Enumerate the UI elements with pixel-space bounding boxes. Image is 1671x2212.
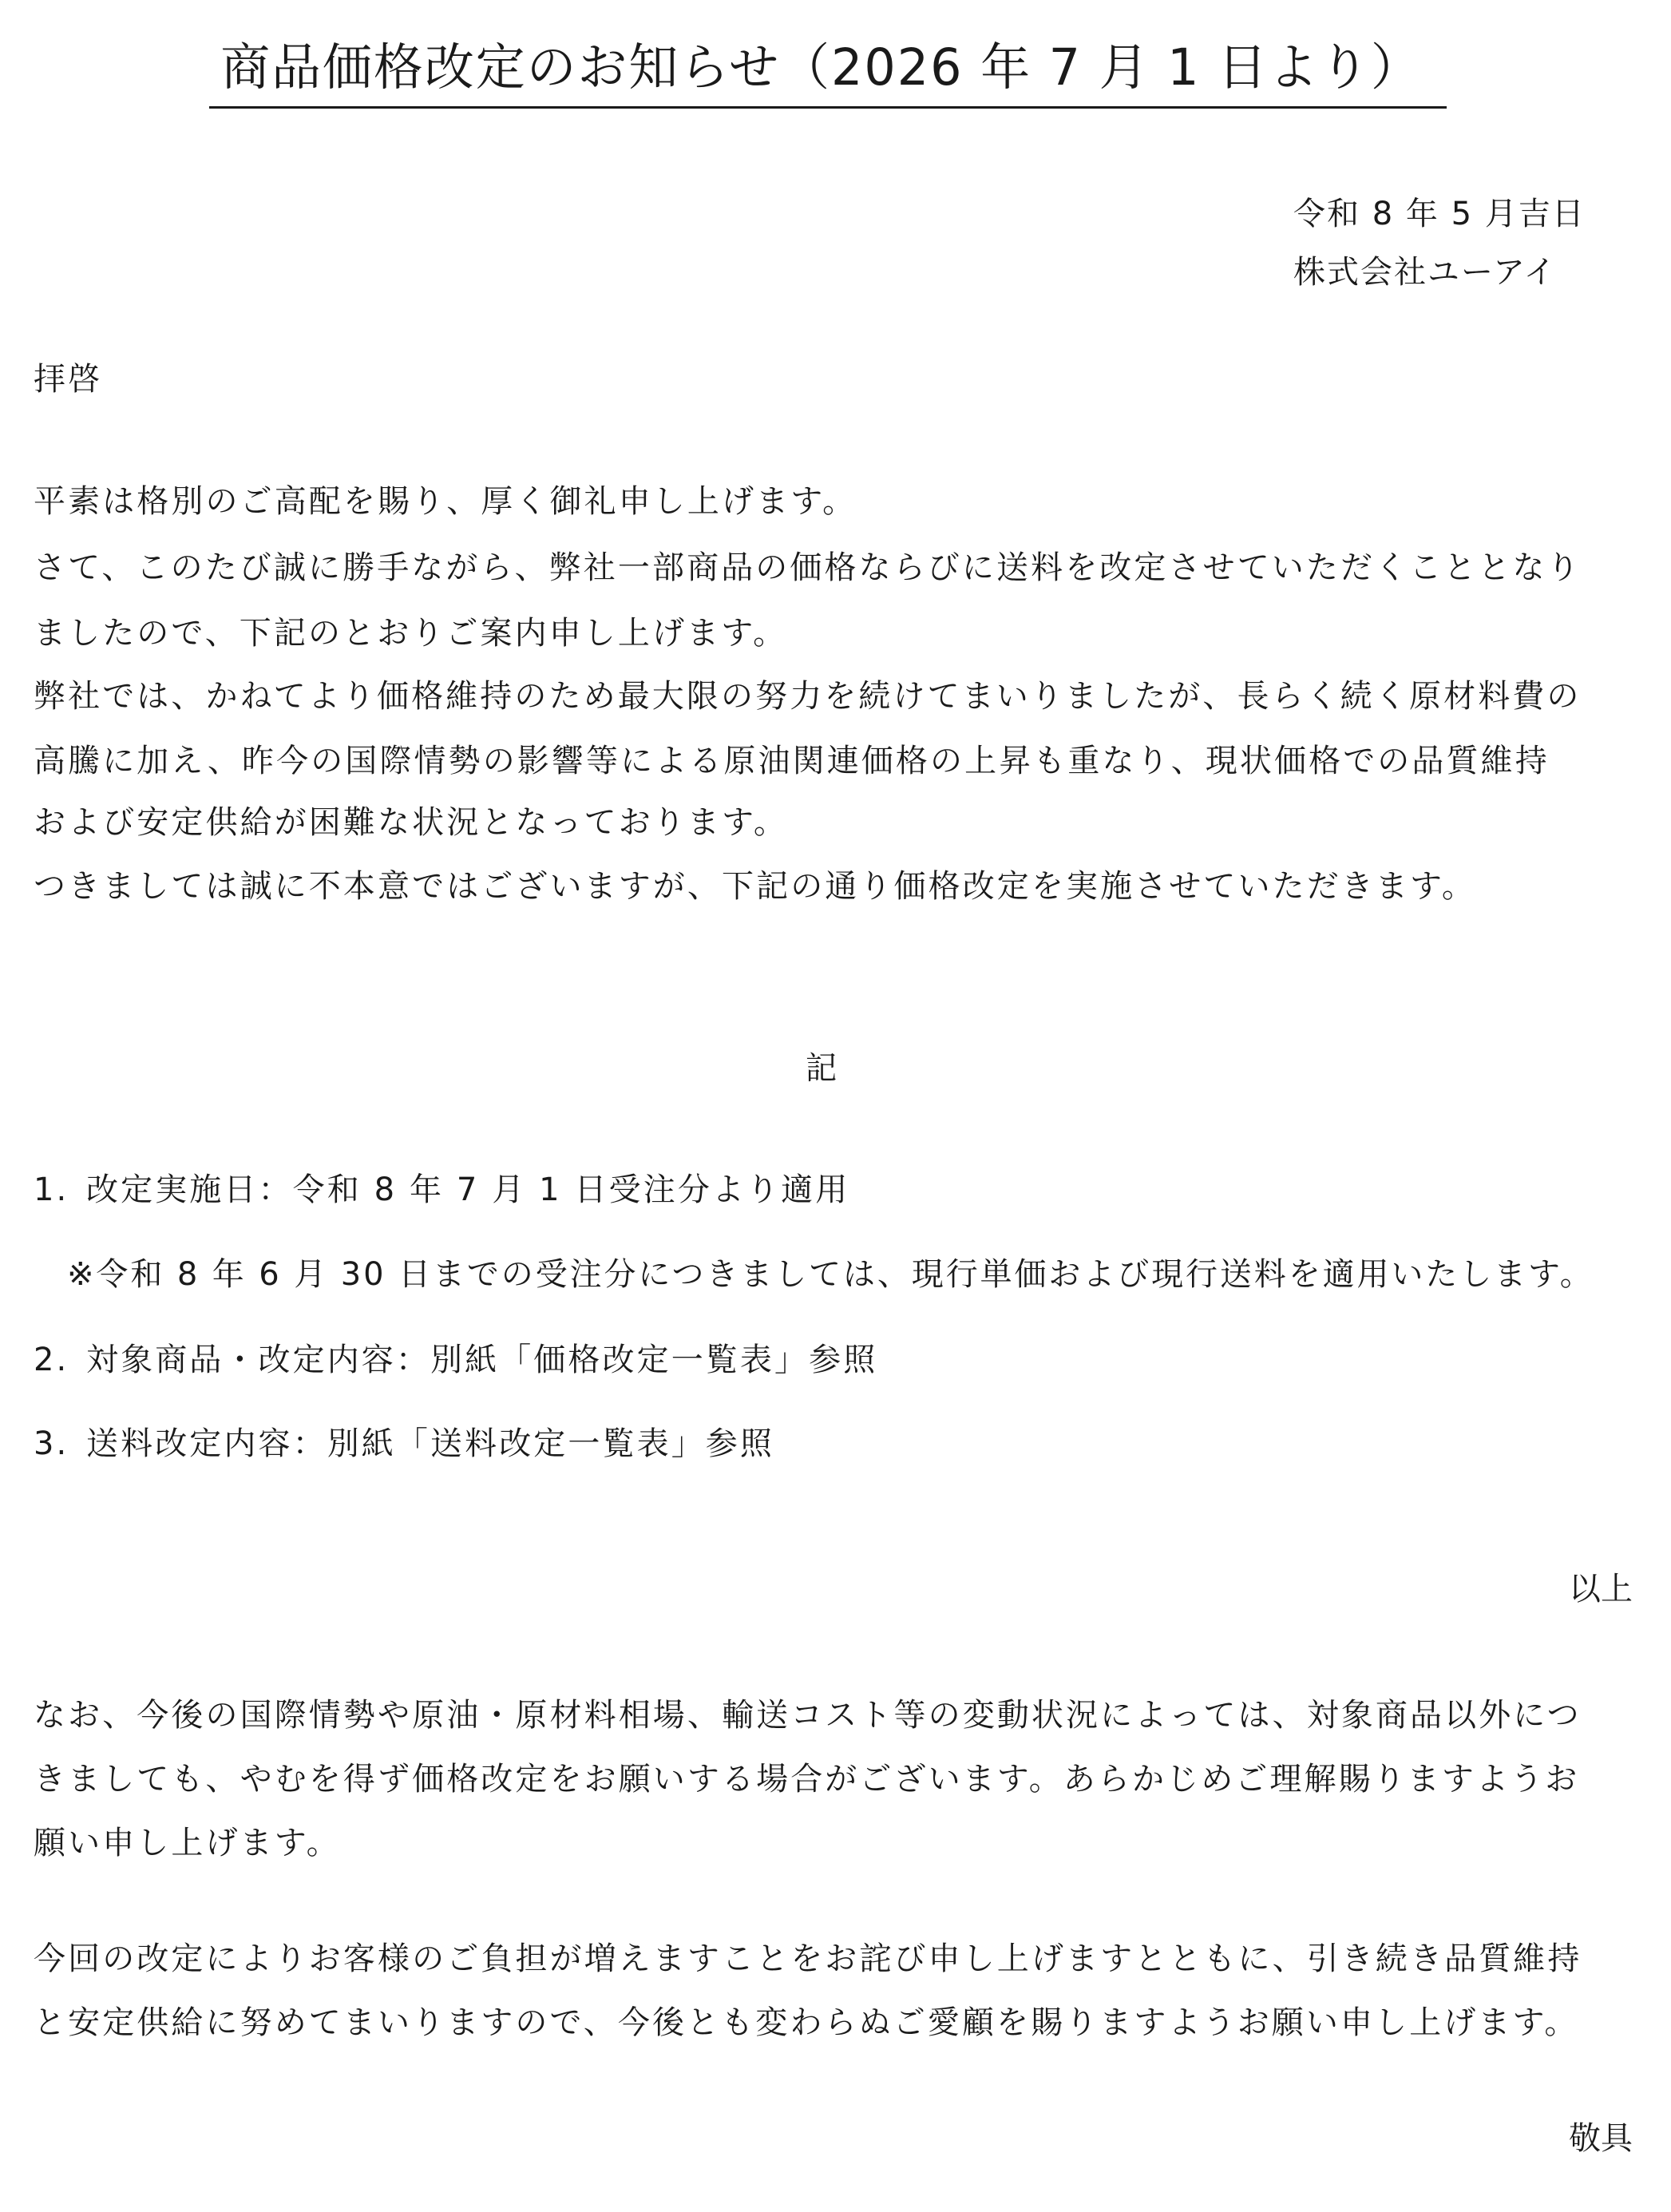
closing-line-1: 今回の改定によりお客様のご負担が増えますことをお詫び申し上げますとともに、引き続き品質維持 xyxy=(34,1940,1582,1977)
list-item-1-number: 1. xyxy=(34,1171,69,1208)
ki-heading: 記 xyxy=(805,1050,837,1087)
note-line-2: きましても、やむを得ず価格改定をお願いする場合がございます。あらかじめご理解賜りますようお xyxy=(34,1761,1580,1798)
list-item-3-number: 3. xyxy=(34,1425,69,1462)
list-item-3 xyxy=(34,1421,774,1466)
note-line-1: なお、今後の国際情勢や原油・原材料相場、輸送コスト等の変動状況によっては、対象商品以外につ xyxy=(34,1697,1582,1734)
list-item-1-note: ※令和 8 年 6 月 30 日までの受注分につきましては、現行単価および現行送料を適用いたします。 xyxy=(67,1256,1594,1293)
sender-company: 株式会社ユーアイ xyxy=(1293,254,1558,291)
list-item-1 xyxy=(34,1167,849,1212)
list-item-2-text: 対象商品・改定内容：別紙「価格改定一覧表」参照 xyxy=(86,1342,878,1378)
document-title: 商品価格改定のお知らせ（2026 年 7 月 1 日より） xyxy=(220,38,1422,97)
document-date: 令和 8 年 5 月吉日 xyxy=(1293,196,1586,232)
list-item-2 xyxy=(34,1338,877,1382)
intro-line-1: 平素は格別のご高配を賜り、厚く御礼申し上げます。 xyxy=(34,483,857,520)
list-item-1-text: 改定実施日：令和 8 年 7 月 1 日受注分より適用 xyxy=(86,1171,850,1208)
intro-line-7: つきましては誠に不本意ではございますが、下記の通り価格改定を実施させていただきます。 xyxy=(34,868,1476,905)
list-item-2-number: 2. xyxy=(34,1342,69,1378)
title-underline xyxy=(209,106,1447,109)
intro-line-5: 高騰に加え、昨今の国際情勢の影響等による原油関連価格の上昇も重なり、現状価格での品質維持 xyxy=(34,743,1550,779)
closing-line-2: と安定供給に努めてまいりますので、今後とも変わらぬご愛顧を賜りますようお願い申し上げます。 xyxy=(34,2004,1579,2041)
intro-line-6: および安定供給が困難な状況となっております。 xyxy=(34,804,788,841)
intro-line-4: 弊社では、かねてより価格維持のため最大限の努力を続けてまいりましたが、長らく続く原材料費の xyxy=(34,678,1582,715)
note-line-3: 願い申し上げます。 xyxy=(34,1825,341,1861)
intro-line-3: ましたので、下記のとおりご案内申し上げます。 xyxy=(34,615,788,652)
salutation: 拝啓 xyxy=(34,361,103,398)
ijo-closing: 以上 xyxy=(1569,1571,1633,1607)
keigu-closing: 敬具 xyxy=(1569,2120,1633,2157)
intro-line-2: さて、このたび誠に勝手ながら、弊社一部商品の価格ならびに送料を改定させていただくこととなり xyxy=(34,549,1582,586)
list-item-3-text: 送料改定内容：別紙「送料改定一覧表」参照 xyxy=(86,1425,774,1462)
